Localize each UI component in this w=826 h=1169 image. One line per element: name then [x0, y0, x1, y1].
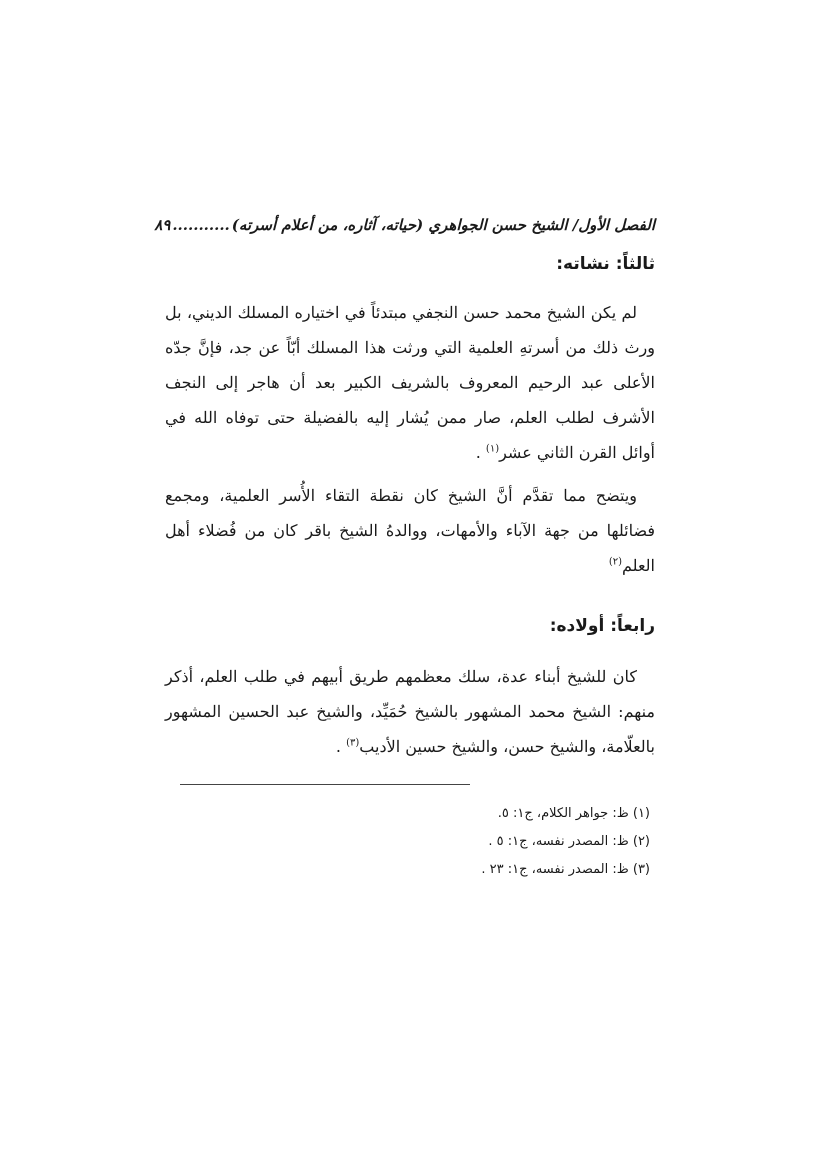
section-heading-upbringing: ثالثاً: نشاته: — [556, 254, 655, 274]
section-heading-children: رابعاً: أولاده: — [549, 616, 655, 636]
paragraph-end-mark: . — [475, 443, 481, 462]
footnote-1: (١) ظ: جواهر الكلام، ج١: ٥. — [497, 806, 650, 821]
footnote-divider — [180, 784, 470, 785]
footnote-reference-1: (١) — [485, 443, 500, 455]
paragraph-upbringing-1 — [165, 295, 655, 470]
paragraph-children-1 — [165, 659, 655, 764]
paragraph-upbringing-2 — [165, 478, 655, 583]
page-body — [154, 213, 655, 764]
footnote-2: (٢) ظ: المصدر نفسه، ج١: ٥ . — [488, 834, 650, 849]
paragraph-end-mark: . — [335, 737, 342, 756]
footnote-3: (٣) ظ: المصدر نفسه، ج١: ٢٣ . — [481, 862, 650, 877]
paragraph-text: لم يكن الشيخ محمد حسن النجفي مبتدئاً في اختياره المسلك الديني، بل ورث ذلك من أسرتهِ العلمية التي ورثت هذا المسلك أبّاً عن جد، فإنَّ جدّه الأعلى عبد الرحيم المعروف بالشريف الكبير بعد أن هاجر إلى النجف الأشرف لطلب العلم، صار ممن يُشار إليه بالفضيلة حتى توفاه الله في أوائل القرن الثاني عشر — [165, 303, 655, 462]
running-head-title: الفصل الأول/ الشيخ حسن الجواهري (حياته، آثاره، من أعلام أسرته) — [231, 216, 655, 234]
footnotes — [350, 800, 650, 884]
footnote-reference-2: (٢) — [608, 556, 623, 568]
paragraph-text: كان للشيخ أبناء عدة، سلك معظمهم طريق أبيهم في طلب العلم، أذكر منهم: الشيخ محمد المشهور بالشيخ حُمَيِّد، والشيخ عبد الحسين المشهور بالعلّامة، والشيخ حسن، والشيخ حسين الأديب — [165, 667, 655, 756]
footnote-reference-3: (٣) — [346, 737, 360, 749]
running-head-dots: ........... — [172, 216, 230, 234]
paragraph-text: ويتضح مما تقدَّم أنَّ الشيخ كان نقطة التقاء الأُسر العلمية، ومجمع فضائلها من جهة الآباء والأمهات، ووالدهُ الشيخ باقر كان من فُضلاء أهل العلم — [165, 486, 655, 575]
page-number: ٨٩ — [154, 216, 171, 234]
running-head — [154, 213, 655, 237]
